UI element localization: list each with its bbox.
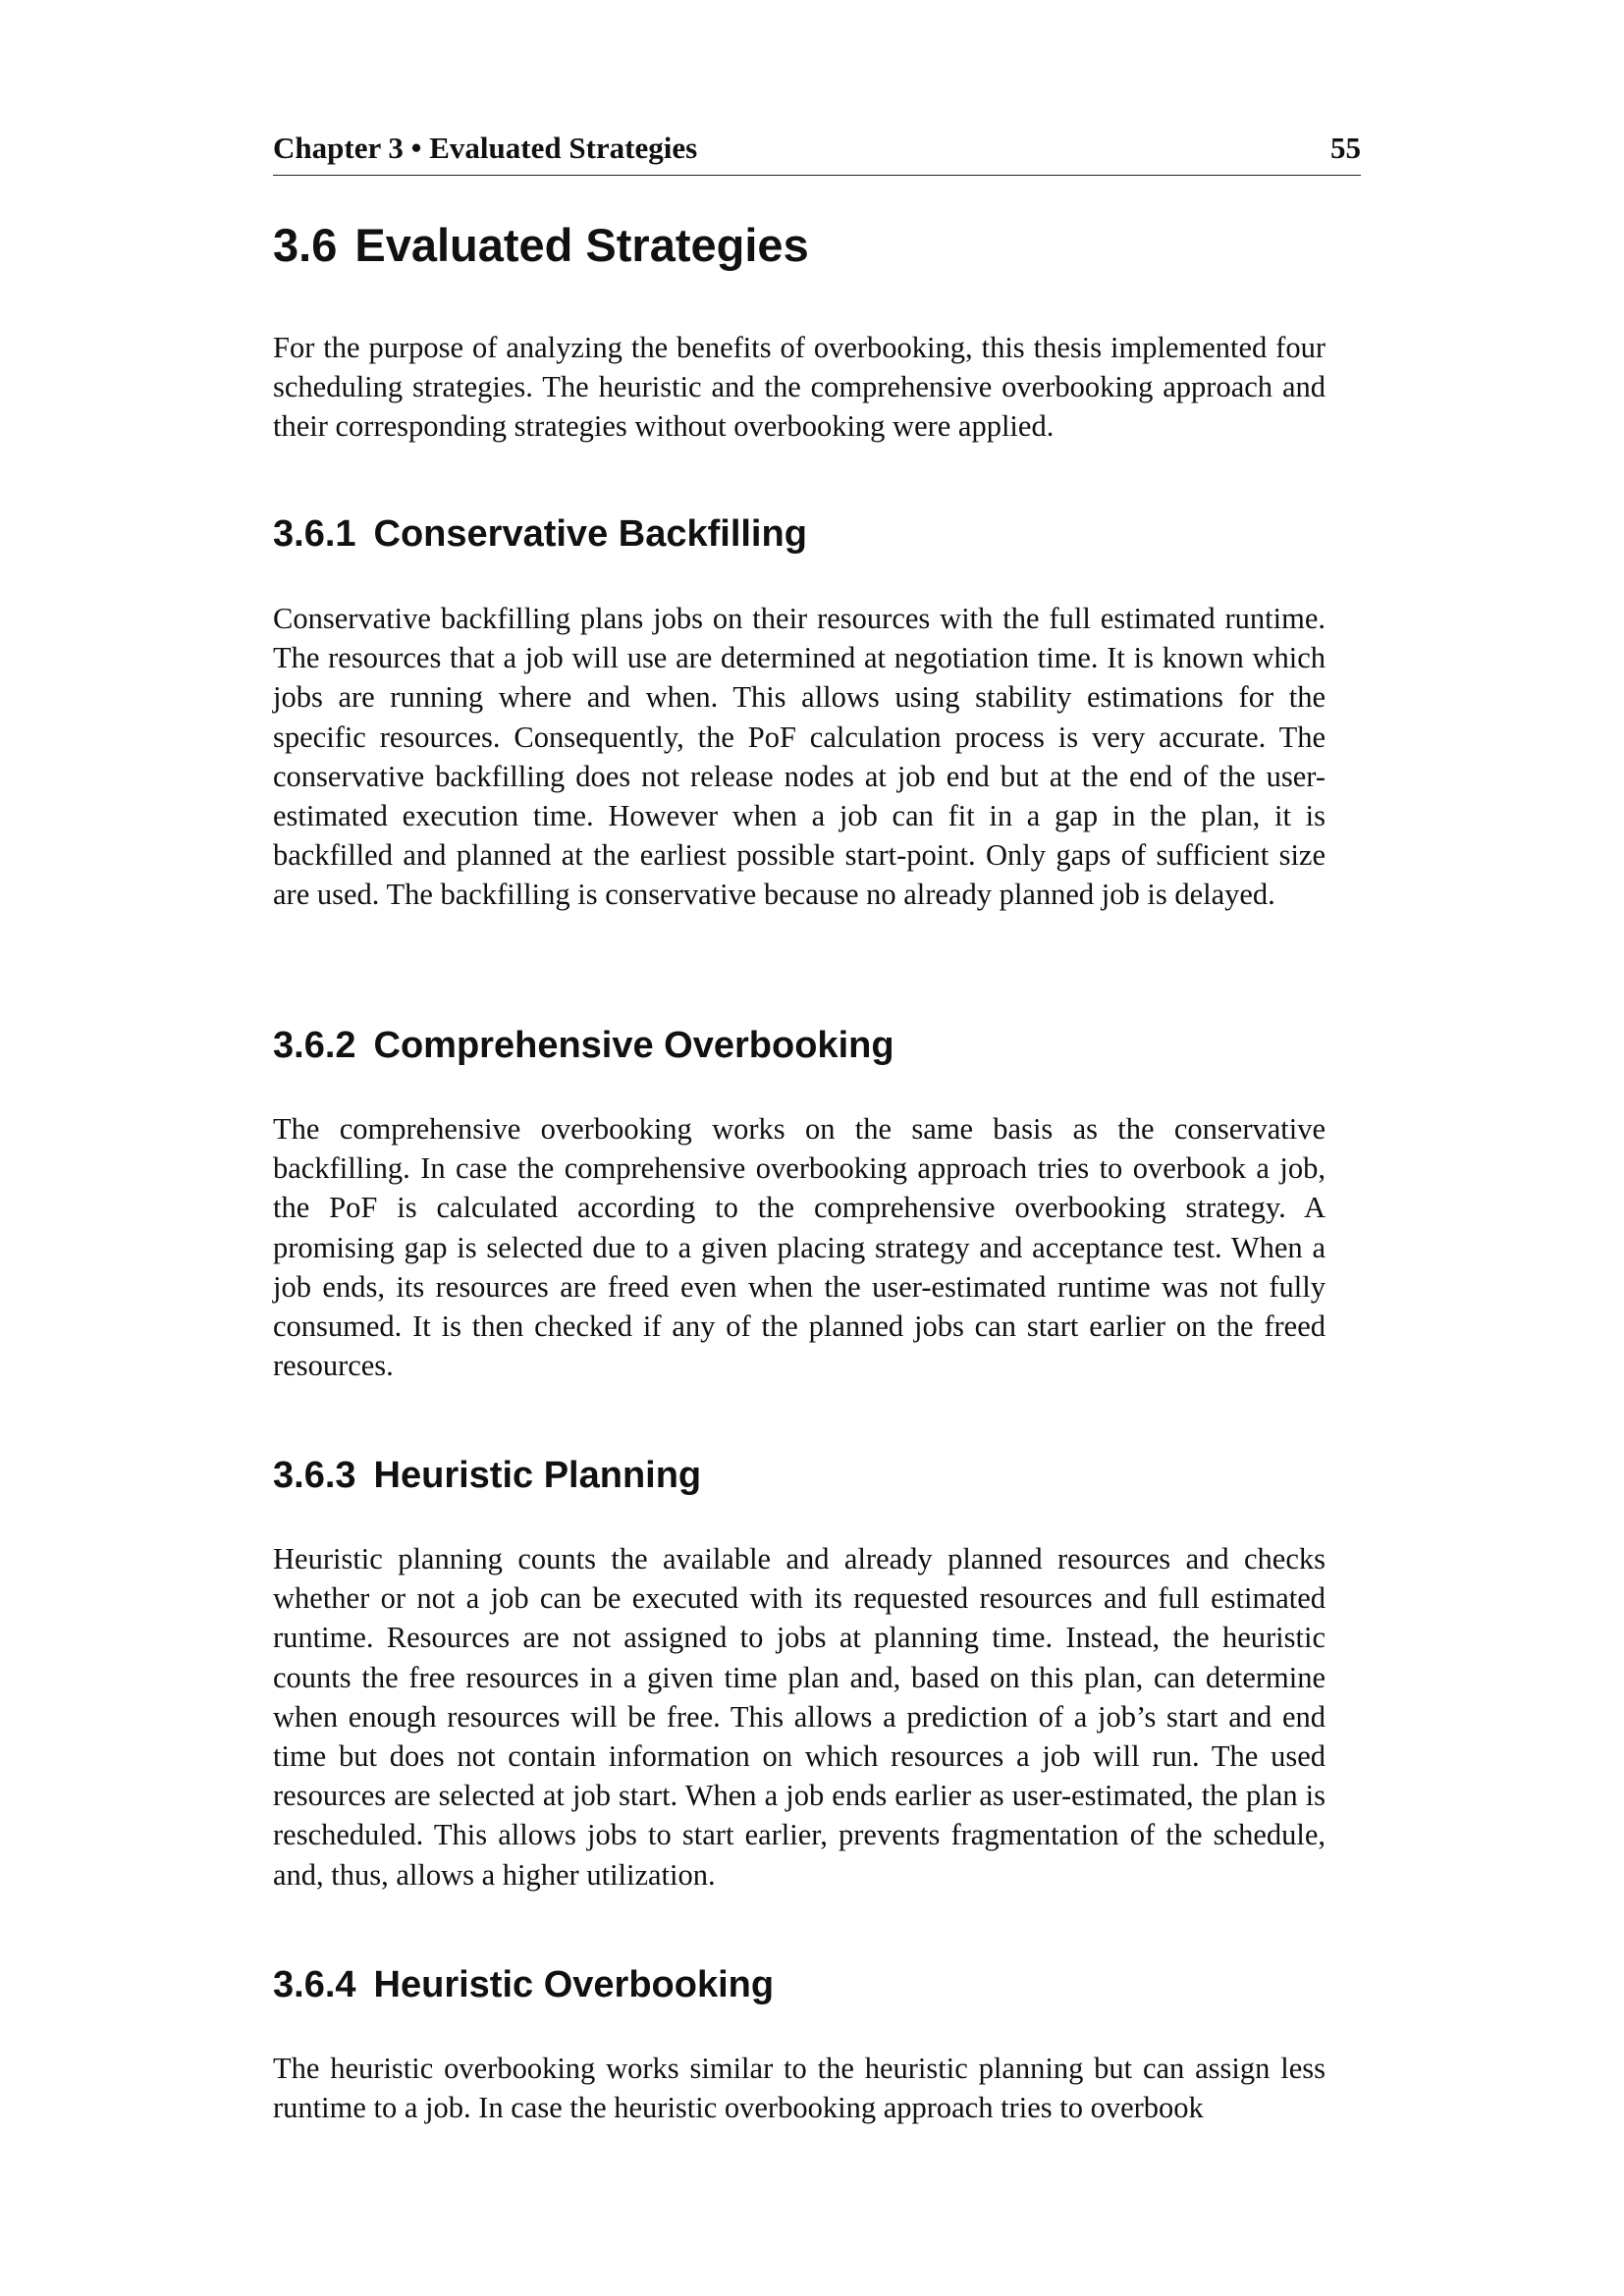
subsection-title-text: Heuristic Overbooking [373, 1964, 775, 2005]
section-title [273, 218, 809, 273]
subsection-title-text: Conservative Backfilling [373, 513, 807, 555]
subsection-number: 3.6.3 [273, 1455, 356, 1496]
subsection-title-conservative-backfilling [273, 512, 807, 558]
subsection-number: 3.6.1 [273, 513, 356, 555]
subsection-title-text: Comprehensive Overbooking [373, 1025, 894, 1066]
subsection-title-text: Heuristic Planning [373, 1455, 702, 1496]
subsection-title-heuristic-planning [273, 1454, 701, 1499]
paragraph-heuristic-overbooking: The heuristic overbooking works similar to the heuristic planning but can assign less runtime to a job. In case the heuristic overbooking approach tries to overbook [273, 2052, 1326, 2125]
subsection-title-heuristic-overbooking [273, 1963, 774, 2008]
paragraph-heuristic-planning: Heuristic planning counts the available and already planned resources and checks whether or not a job can be executed with its requested resources and full estimated runtime. Resources are not assigned to jobs at planning time. Instead, the heuristic counts the free resources in a given time plan and, based on this plan, can determine when enough resources will be free. This allows a prediction of a job’s start and end time but does not contain information on which resources a job will run. The used resources are selected at job start. When a job ends earlier as user-estimated, the plan is rescheduled. This allows jobs to start earlier, prevents fragmentation of the schedule, and, thus, allows a higher utilization. [273, 1542, 1326, 1892]
subsection-title-comprehensive-overbooking [273, 1024, 894, 1069]
section-intro-paragraph: For the purpose of analyzing the benefits of overbooking, this thesis implemented four scheduling strategies. The heuristic and the comprehensive overbooking approach and their corresponding strategies without overbooking were applied. [273, 331, 1326, 444]
subsection-number: 3.6.4 [273, 1964, 356, 2005]
paragraph-comprehensive-overbooking: The comprehensive overbooking works on the same basis as the conservative backfilling. In case the comprehensive overbooking approach tries to overbook a job, the PoF is calculated according to the comprehensive overbooking strategy. A promising gap is selected due to a given placing strategy and acceptance test. When a job ends, its resources are freed even when the user-estimated runtime was not fully consumed. It is then checked if any of the planned jobs can start earlier on the freed resources. [273, 1112, 1326, 1383]
paragraph-conservative-backfilling: Conservative backfilling plans jobs on their resources with the full estimated runtime. The resources that a job will use are determined at negotiation time. It is known which jobs are running where and when. This allows using stability estimations for the specific resources. Consequently, the PoF calculation process is very accurate. The conservative backfilling does not release nodes at job end but at the end of the user-estimated execution time. However when a job can fit in a gap in the plan, it is backfilled and planned at the earliest possible start-point. Only gaps of sufficient size are used. The backfilling is conservative because no already planned job is delayed. [273, 602, 1326, 912]
section-title-text: Evaluated Strategies [354, 219, 809, 271]
running-header [273, 128, 1361, 176]
page-number: 55 [1330, 131, 1361, 165]
section-number: 3.6 [273, 219, 338, 271]
subsection-number: 3.6.2 [273, 1025, 356, 1066]
chapter-label: Chapter 3 • Evaluated Strategies [273, 131, 698, 165]
